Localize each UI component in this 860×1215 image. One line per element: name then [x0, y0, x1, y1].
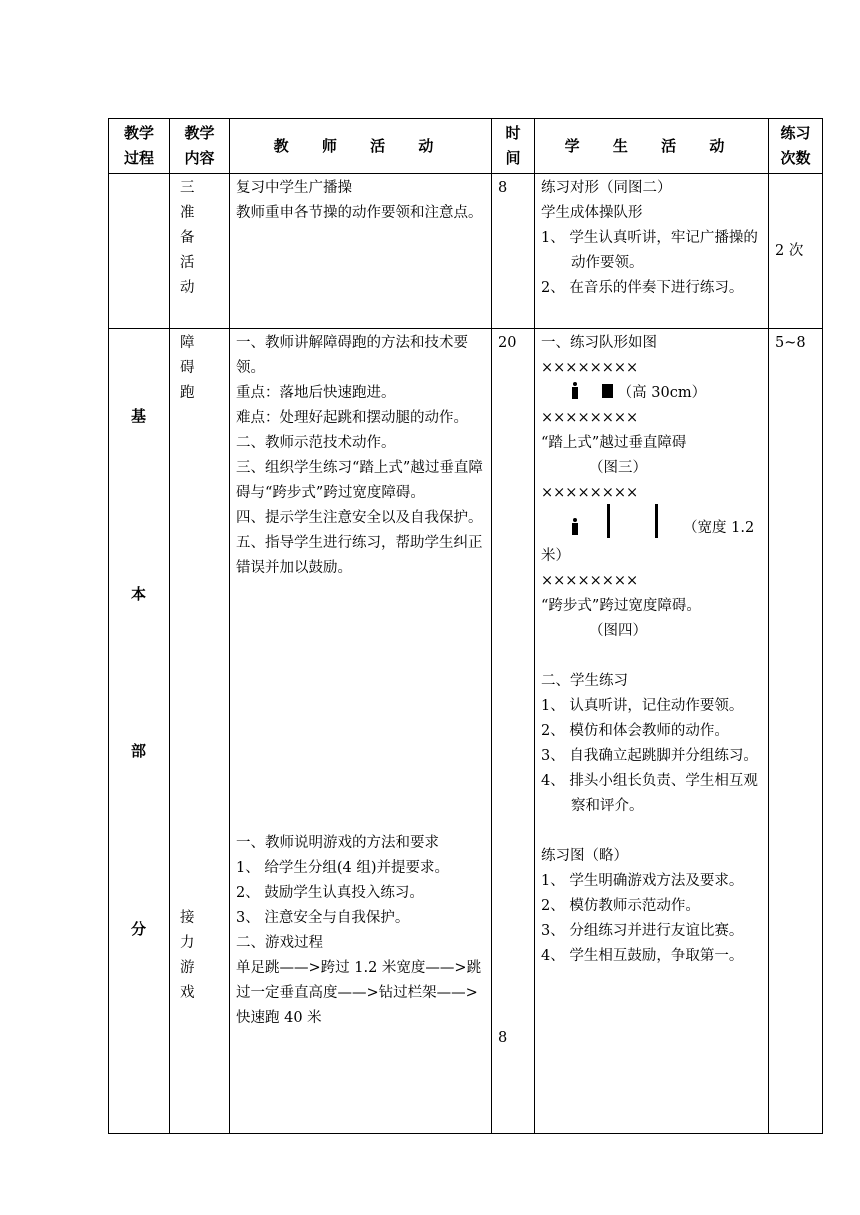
prep-content-cell: 三 准 备 活 动 — [170, 174, 230, 329]
process-char-ji: 基 — [130, 407, 146, 425]
prep-student-cell: 练习对形（同图二） 学生成体操队形 1、 学生认真听讲，牢记广播操的动作要领。 2、 在音乐的伴奏下进行练习。 — [535, 174, 769, 329]
prep-teacher-cell: 复习中学生广播操 教师重申各节操的动作要领和注意点。 — [230, 174, 492, 329]
formation-row-2: ×××××××× — [541, 410, 639, 426]
person-icon — [571, 382, 579, 400]
width-barrier-right — [655, 504, 658, 538]
formation-row-1: ×××××××× — [541, 360, 639, 376]
figure-3-diagram: （高 30cm） — [541, 381, 762, 406]
header-count: 练习 次数 — [769, 119, 823, 174]
header-row — [109, 119, 823, 174]
prep-time-cell: 8 — [492, 174, 535, 329]
header-student: 学 生 活 动 — [535, 119, 769, 174]
main-count-cell: 5~8 — [769, 329, 823, 1134]
process-char-fen: 分 — [130, 920, 146, 938]
header-process: 教学 过程 — [109, 119, 170, 174]
header-time: 时 间 — [492, 119, 535, 174]
person-icon — [571, 518, 579, 536]
prep-process-cell — [109, 174, 170, 329]
main-student-cell: 一、练习队形如图 ×××××××× （高 30cm） ×××××××× “踏上式”越过垂直障碍 （图三） ×××××××× （宽度 1.2 米） ×××××××× “跨步式”跨过宽度障碍。 （图四） 二、学生练习 1、 认真听讲，记住动作要领。 2、 模仿和体会教师的动作。 3、 自我确立起跳脚并分组练习。 4、 排头小组长负责、学生相互观察和评介。 练习图（略） 1、 学生明确游戏方法及要求。 2、 模仿教师示范动作。 3、 分组练习并进行友谊比赛。 4、 学生相互鼓励，争取第一。 — [535, 329, 769, 1134]
main-teacher-cell: 一、教师讲解障碍跑的方法和技术要领。 重点：落地后快速跑进。 难点：处理好起跳和摆动腿的动作。 二、教师示范技术动作。 三、组织学生练习“踏上式”越过垂直障碍与“跨步式”跨过宽度障碍。 四、提示学生注意安全以及自我保护。 五、指导学生进行练习，帮助学生纠正错误并加以鼓励。 一、教师说明游戏的方法和要求 1、 给学生分组(4 组)并提要求。 2、 鼓励学生认真投入练习。 3、 注意安全与自我保护。 二、游戏过程 单足跳——>跨过 1.2 米宽度——>跳过一定垂直高度——>钻过栏架——>快速跑 40 米 — [230, 329, 492, 1134]
process-char-ben: 本 — [130, 585, 146, 603]
header-teacher: 教 师 活 动 — [230, 119, 492, 174]
prep-count-cell: 2 次 — [769, 174, 823, 329]
process-char-bu: 部 — [130, 742, 146, 760]
main-process-cell — [109, 329, 170, 1134]
width-barrier-left — [607, 504, 610, 538]
main-row — [109, 329, 823, 1134]
formation-row-4: ×××××××× — [541, 573, 639, 589]
main-content-cell: 障 碍 跑 接 力 游 戏 — [170, 329, 230, 1134]
lesson-plan-table — [108, 118, 823, 1134]
formation-row-3: ×××××××× — [541, 485, 639, 501]
header-content: 教学 内容 — [170, 119, 230, 174]
hurdle-block-icon — [602, 384, 613, 398]
figure-4-diagram: （宽度 1.2 — [541, 514, 762, 544]
main-time-cell: 20 8 — [492, 329, 535, 1134]
prep-row — [109, 174, 823, 329]
